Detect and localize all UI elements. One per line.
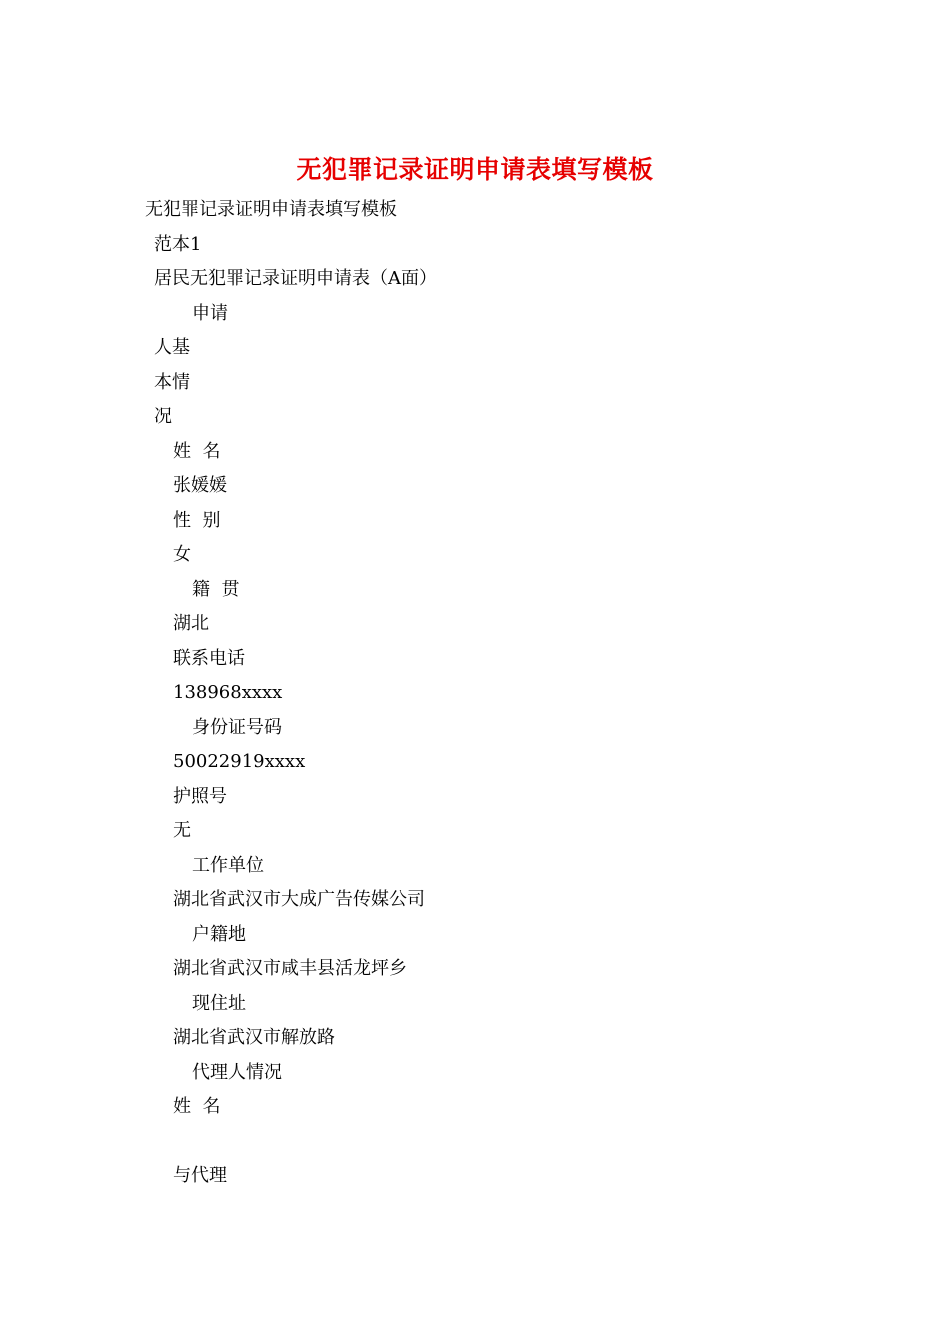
- form-heading: 居民无犯罪记录证明申请表（A面）: [154, 268, 437, 289]
- section-label-part2: 人基: [154, 337, 190, 358]
- document-title: 无犯罪记录证明申请表填写模板: [296, 155, 654, 184]
- template-label: 范本1: [154, 234, 202, 255]
- gender-value: 女: [173, 544, 191, 565]
- id-number-value: 50022919xxxx: [173, 751, 306, 772]
- phone-label: 联系电话: [173, 648, 245, 669]
- section-label-part4: 况: [154, 406, 172, 427]
- origin-value: 湖北: [173, 613, 209, 634]
- section-label-part3: 本情: [154, 372, 190, 393]
- name-label: 姓 名: [173, 441, 221, 462]
- employer-label: 工作单位: [192, 855, 264, 876]
- address-label: 现住址: [192, 993, 246, 1014]
- household-value: 湖北省武汉市咸丰县活龙坪乡: [173, 958, 407, 979]
- origin-label: 籍 贯: [192, 579, 240, 600]
- agent-relation-label: 与代理: [173, 1165, 227, 1186]
- agent-name-label: 姓 名: [173, 1096, 221, 1117]
- section-label-part1: 申请: [192, 303, 228, 324]
- address-value: 湖北省武汉市解放路: [173, 1027, 335, 1048]
- name-value: 张媛媛: [173, 475, 227, 496]
- passport-value: 无: [173, 820, 191, 841]
- agent-section-label: 代理人情况: [192, 1062, 282, 1083]
- employer-value: 湖北省武汉市大成广告传媒公司: [173, 889, 425, 910]
- passport-label: 护照号: [173, 786, 227, 807]
- subtitle-line: 无犯罪记录证明申请表填写模板: [145, 199, 397, 220]
- household-label: 户籍地: [192, 924, 246, 945]
- phone-value: 138968xxxx: [173, 682, 283, 703]
- gender-label: 性 别: [173, 510, 221, 531]
- id-number-label: 身份证号码: [192, 717, 282, 738]
